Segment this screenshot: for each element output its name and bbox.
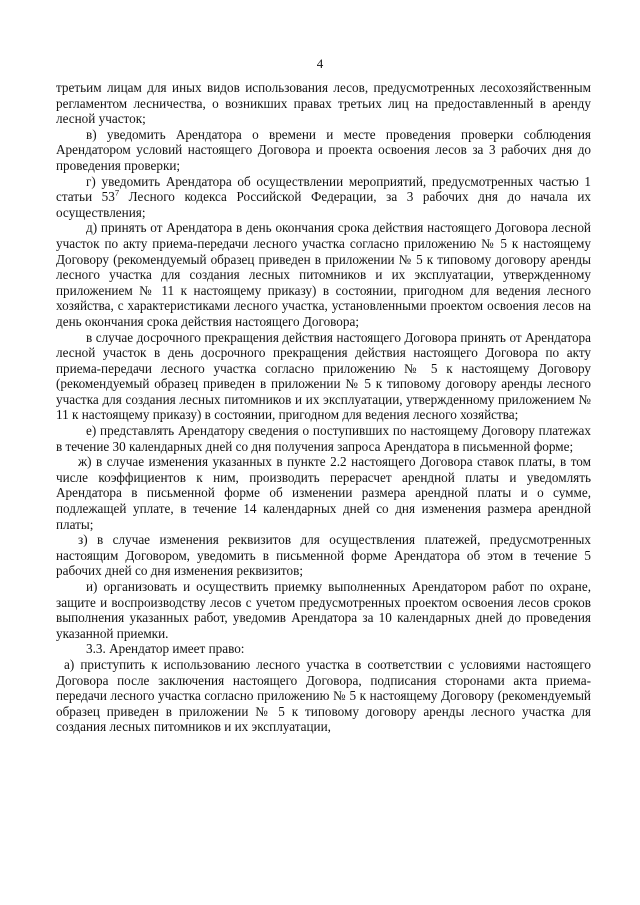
article-superscript: 7	[114, 187, 120, 198]
page-number: 4	[316, 56, 324, 71]
paragraph-item-z: з) в случае изменения реквизитов для осуществления платежей, предусмотренных настоящим Договором, уведомить в письменной форме Арендатора об этом в течение 5 рабочих дней со дня изменения реквизитов;	[56, 532, 591, 579]
paragraph-item-zh: ж) в случае изменения указанных в пункте 2.2 настоящего Договора ставок платы, в том числе коэффициентов к ним, производить перерасчет арендной платы и уведомлять Арендатора в письменной форме об изменении размера арендной платы и о сумме, подлежащей уплате, в течение 14 календарных дней со дня изменения размера арендной платы;	[56, 454, 591, 532]
paragraph-item-v: в) уведомить Арендатора о времени и месте проведения проверки соблюдения Арендатором условий настоящего Договора и проекта освоения лесов за 3 рабочих дня до проведения проверки;	[56, 126, 591, 173]
paragraph-early-termination: в случае досрочного прекращения действия настоящего Договора принять от Арендатора лесной участок в день досрочного прекращения действия настоящего Договора по акту приема-передачи лесного участка согласно приложению № 5 к настоящему Договору (рекомендуемый образец приведен в приложении № 5 к типовому договору аренды лесного участка для создания лесных питомников и их эксплуатации, утвержденному приложением № 11 к настоящему приказу) в состоянии, пригодном для ведения лесного хозяйства;	[56, 329, 591, 423]
paragraph-item-g-text-2: Лесного кодекса Российской Федерации, за 3 рабочих дня до начала их осуществления;	[56, 189, 592, 220]
paragraph-item-g-text-1: г) уведомить Арендатора об осуществлении мероприятий, предусмотренных частью 1 статьи 53	[56, 173, 591, 205]
paragraph-item-d: д) принять от Арендатора в день окончания срока действия настоящего Договора лесной участок по акту приема-передачи лесного участка согласно приложению № 5 к настоящему Договору (рекомендуемый образец приведен в приложении № 5 к типовому договору аренды лесного участка для создания лесных питомников и их эксплуатации, утвержденному приложением № 11 к настоящему приказу) в состоянии, пригодном для ведения лесного хозяйства, с характеристиками лесного участка, установленными проектом освоения лесов на день окончания срока действия настоящего Договора;	[56, 220, 591, 329]
document-body	[56, 80, 591, 735]
paragraph-continuation: третьим лицам для иных видов использования лесов, предусмотренных лесохозяйственным регламентом лесничества, о возникших правах третьих лиц на предоставленный в аренду лесной участок;	[56, 80, 591, 127]
paragraph-item-i: и) организовать и осуществить приемку выполненных Арендатором работ по охране, защите и воспроизводству лесов с учетом предусмотренных проектом освоения лесов сроков выполнения указанных работ, уведомив Арендатора за 10 календарных дней до проведения указанной приемки.	[56, 579, 591, 641]
paragraph-item-e: е) представлять Арендатору сведения о поступивших по настоящему Договору платежах в течение 30 календарных дней со дня получения запроса Арендатора в письменной форме;	[56, 423, 591, 454]
paragraph-item-a: а) приступить к использованию лесного участка в соответствии с условиями настоящего Договора после заключения настоящего Договора, подписания сторонами акта приема-передачи лесного участка согласно приложению № 5 к настоящему Договору (рекомендуемый образец приведен в приложении № 5 к типовому договору аренды лесного участка для создания лесных питомников и их эксплуатации,	[56, 656, 591, 735]
section-heading-3-3: 3.3. Арендатор имеет право:	[86, 641, 245, 657]
paragraph-item-g	[56, 174, 591, 221]
